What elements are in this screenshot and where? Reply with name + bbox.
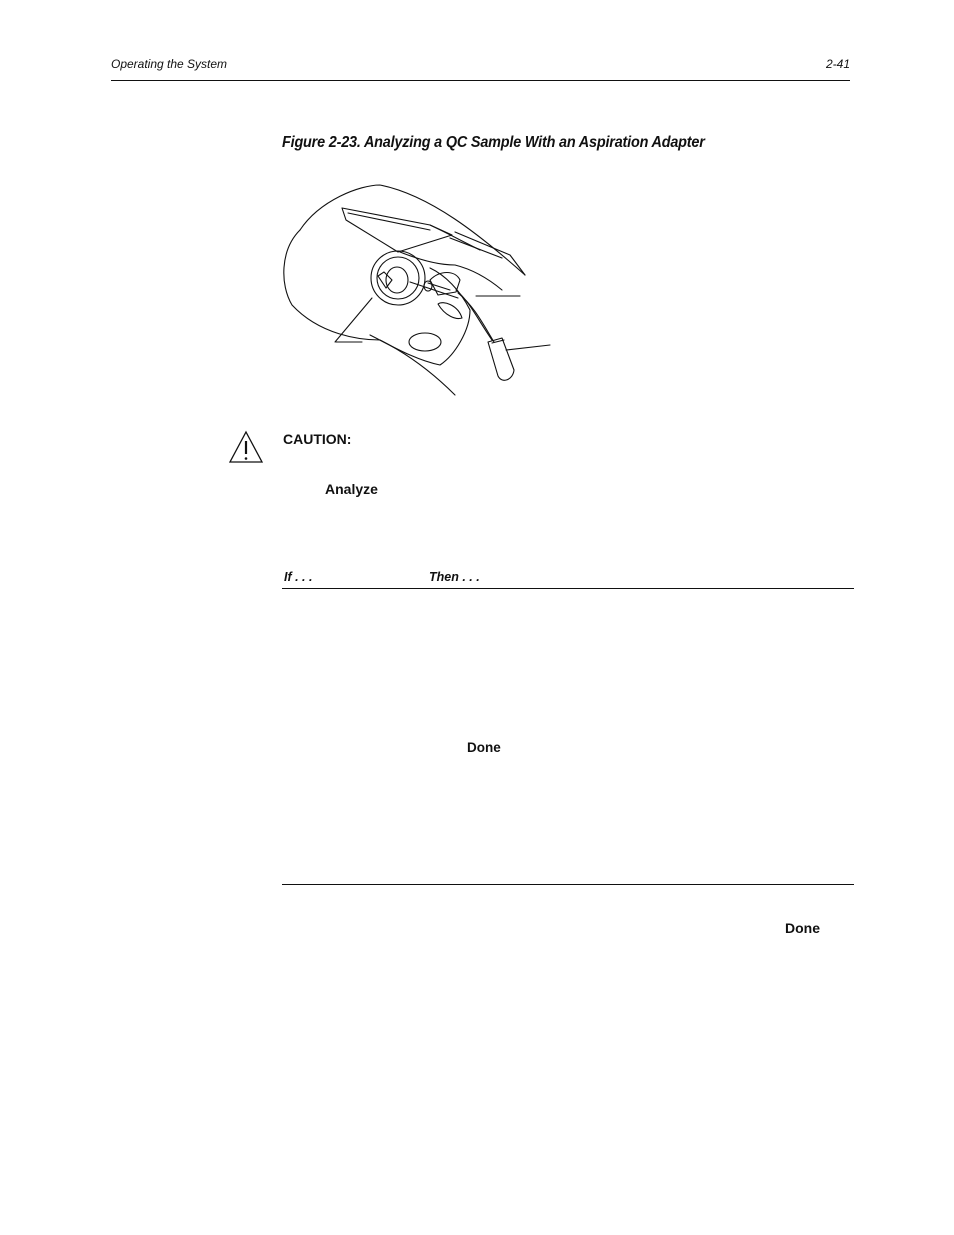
table-top-rule (282, 588, 854, 589)
figure-caption: Figure 2-23. Analyzing a QC Sample With an Aspiration Adapter (282, 134, 705, 151)
analyzer-illustration (280, 180, 560, 405)
table-done-key-label: Done (467, 740, 501, 755)
table-header-if: If . . . (284, 570, 313, 584)
page-number: 2-41 (826, 57, 851, 71)
caution-label: CAUTION: (283, 431, 352, 447)
table-header-then: Then . . . (429, 570, 480, 584)
analyze-key-label: Analyze (325, 481, 378, 497)
table-bottom-rule (282, 884, 854, 885)
running-header-title: Operating the System (111, 57, 228, 71)
done-key-label: Done (785, 920, 820, 936)
warning-triangle-icon (228, 429, 264, 465)
header-divider (111, 80, 850, 81)
